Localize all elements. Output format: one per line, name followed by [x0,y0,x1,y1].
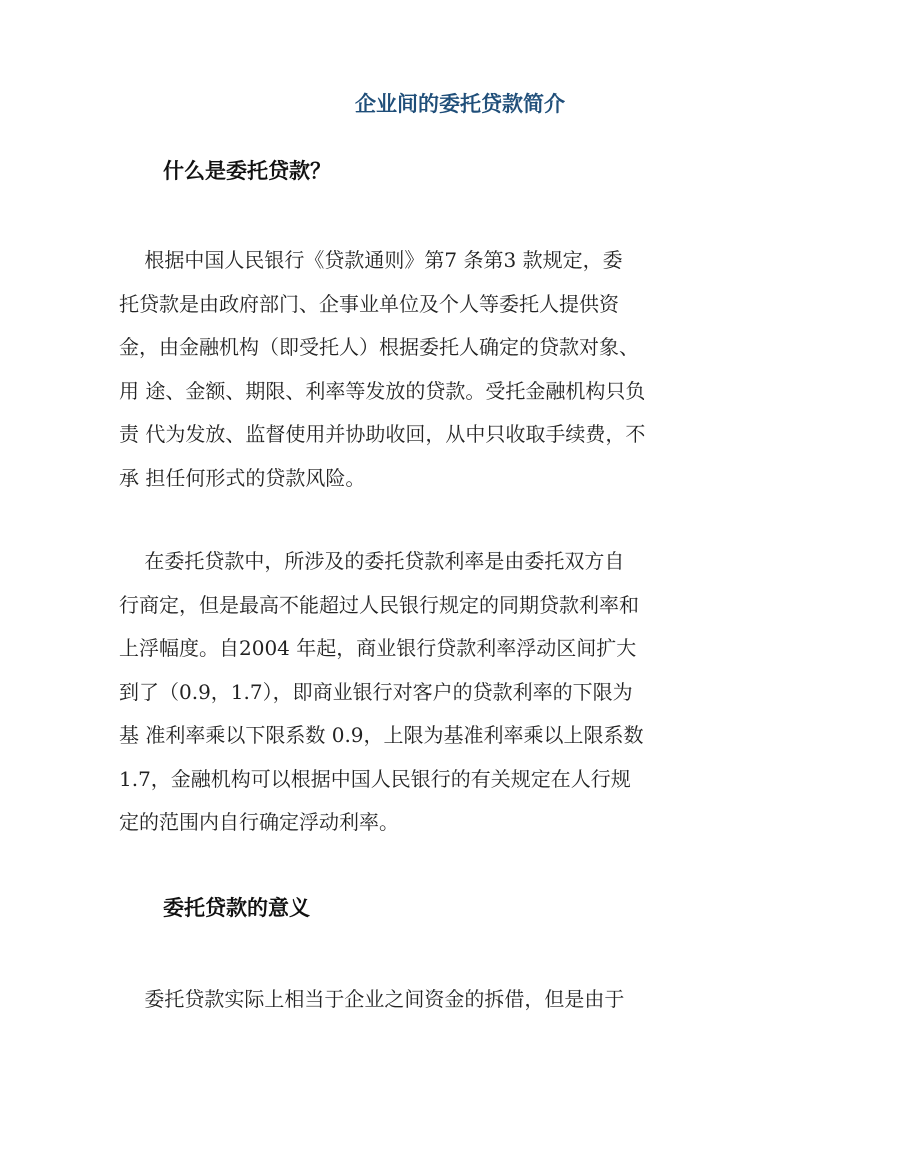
document-title: 企业间的委托贷款简介 [355,91,565,116]
section-heading-significance: 委托贷款的意义 [163,895,310,920]
paragraph-line: 用 途、金额、期限、利率等发放的贷款。受托金融机构只负 [119,378,646,403]
paragraph-line: 1.7，金融机构可以根据中国人民银行的有关规定在人行规 [119,766,631,791]
paragraph-line: 在委托贷款中，所涉及的委托贷款利率是由委托双方自 [119,549,625,573]
section-heading-what-is-entrusted-loan: 什么是委托贷款？ [163,158,331,183]
paragraph-interest-rate [119,540,719,845]
paragraph-line: 上浮幅度。自2004 年起，商业银行贷款利率浮动区间扩大 [119,636,637,660]
paragraph-line: 基 准利率乘以下限系数 0.9，上限为基准利率乘以上限系数 [119,723,644,747]
paragraph-line: 承 担任何形式的贷款风险。 [119,465,366,490]
paragraph-significance [119,978,719,1022]
paragraph-definition [119,239,719,500]
paragraph-line: 根据中国人民银行《贷款通则》第7 条第3 款规定，委 [119,248,623,272]
paragraph-line: 到了（0.9，1.7），即商业银行对客户的贷款利率的下限为 [119,679,633,704]
paragraph-line: 责 代为发放、监督使用并协助收回，从中只收取手续费，不 [119,422,646,446]
paragraph-line: 金，由金融机构（即受托人）根据委托人确定的贷款对象、 [119,335,639,359]
paragraph-line: 托贷款是由政府部门、企事业单位及个人等委托人提供资 [119,291,619,316]
paragraph-line: 委托贷款实际上相当于企业之间资金的拆借，但是由于 [119,987,625,1011]
paragraph-line: 行商定，但是最高不能超过人民银行规定的同期贷款利率和 [119,592,639,617]
paragraph-line: 定的范围内自行确定浮动利率。 [119,810,399,834]
